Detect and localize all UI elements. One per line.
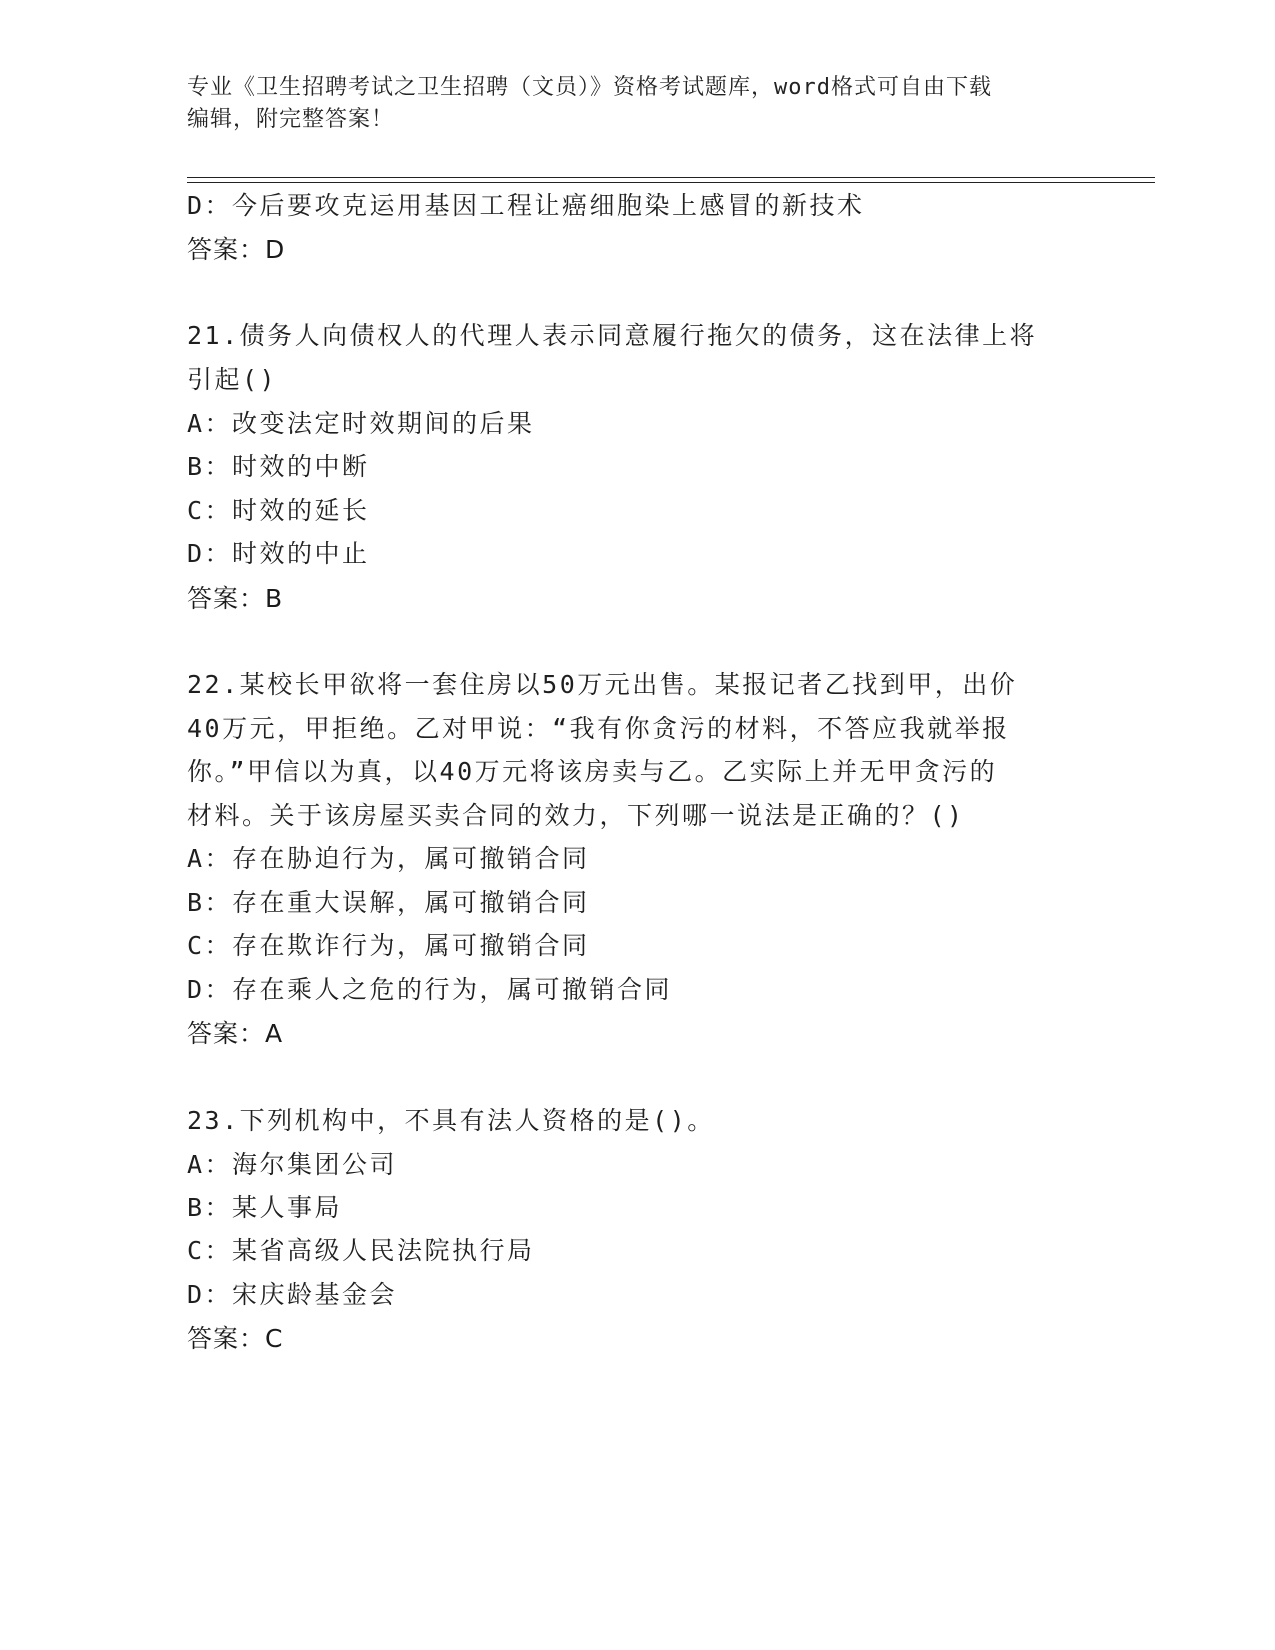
q21-stem-line-2: 引起() [187, 365, 278, 394]
q22-option-a: A：存在胁迫行为，属可撤销合同 [187, 844, 590, 873]
q21-option-a: A：改变法定时效期间的后果 [187, 409, 535, 438]
q22-stem-line-4: 材料。关于该房屋买卖合同的效力，下列哪一说法是正确的？() [187, 801, 965, 830]
q22-option-c: C：存在欺诈行为，属可撤销合同 [187, 931, 590, 960]
q21-option-b: B：时效的中断 [187, 452, 370, 481]
q20-option-d: D：今后要攻克运用基因工程让癌细胞染上感冒的新技术 [187, 191, 865, 220]
header-divider-bottom [187, 182, 1155, 183]
q23-option-d: D：宋庆龄基金会 [187, 1280, 398, 1309]
q21-answer: 答案：B [187, 584, 284, 613]
header-line-2: 编辑，附完整答案！ [187, 107, 395, 132]
q20-answer: 答案：D [187, 235, 286, 264]
q22-stem-line-2: 40万元，甲拒绝。乙对甲说：“我有你贪污的材料，不答应我就举报 [187, 714, 1010, 743]
document-header [187, 72, 1067, 136]
q23-option-b: B：某人事局 [187, 1193, 343, 1222]
q23-option-c: C：某省高级人民法院执行局 [187, 1236, 535, 1265]
q23-stem: 23.下列机构中，不具有法人资格的是()。 [187, 1106, 715, 1135]
header-divider-top [187, 177, 1155, 178]
q22-option-d: D：存在乘人之危的行为，属可撤销合同 [187, 975, 673, 1004]
q22-answer: 答案：A [187, 1019, 284, 1048]
q21-stem-line-1: 21.债务人向债权人的代理人表示同意履行拖欠的债务，这在法律上将 [187, 321, 1038, 350]
q21-option-c: C：时效的延长 [187, 496, 370, 525]
header-line-1: 专业《卫生招聘考试之卫生招聘（文员）》资格考试题库，word格式可自由下载 [187, 75, 992, 100]
q22-stem-line-1: 22.某校长甲欲将一套住房以50万元出售。某报记者乙找到甲，出价 [187, 670, 1018, 699]
q22-option-b: B：存在重大误解，属可撤销合同 [187, 888, 590, 917]
q23-answer: 答案：C [187, 1324, 284, 1353]
q22-stem-line-3: 你。”甲信以为真，以40万元将该房卖与乙。乙实际上并无甲贪污的 [187, 757, 998, 786]
q23-option-a: A：海尔集团公司 [187, 1150, 398, 1179]
q21-option-d: D：时效的中止 [187, 539, 370, 568]
